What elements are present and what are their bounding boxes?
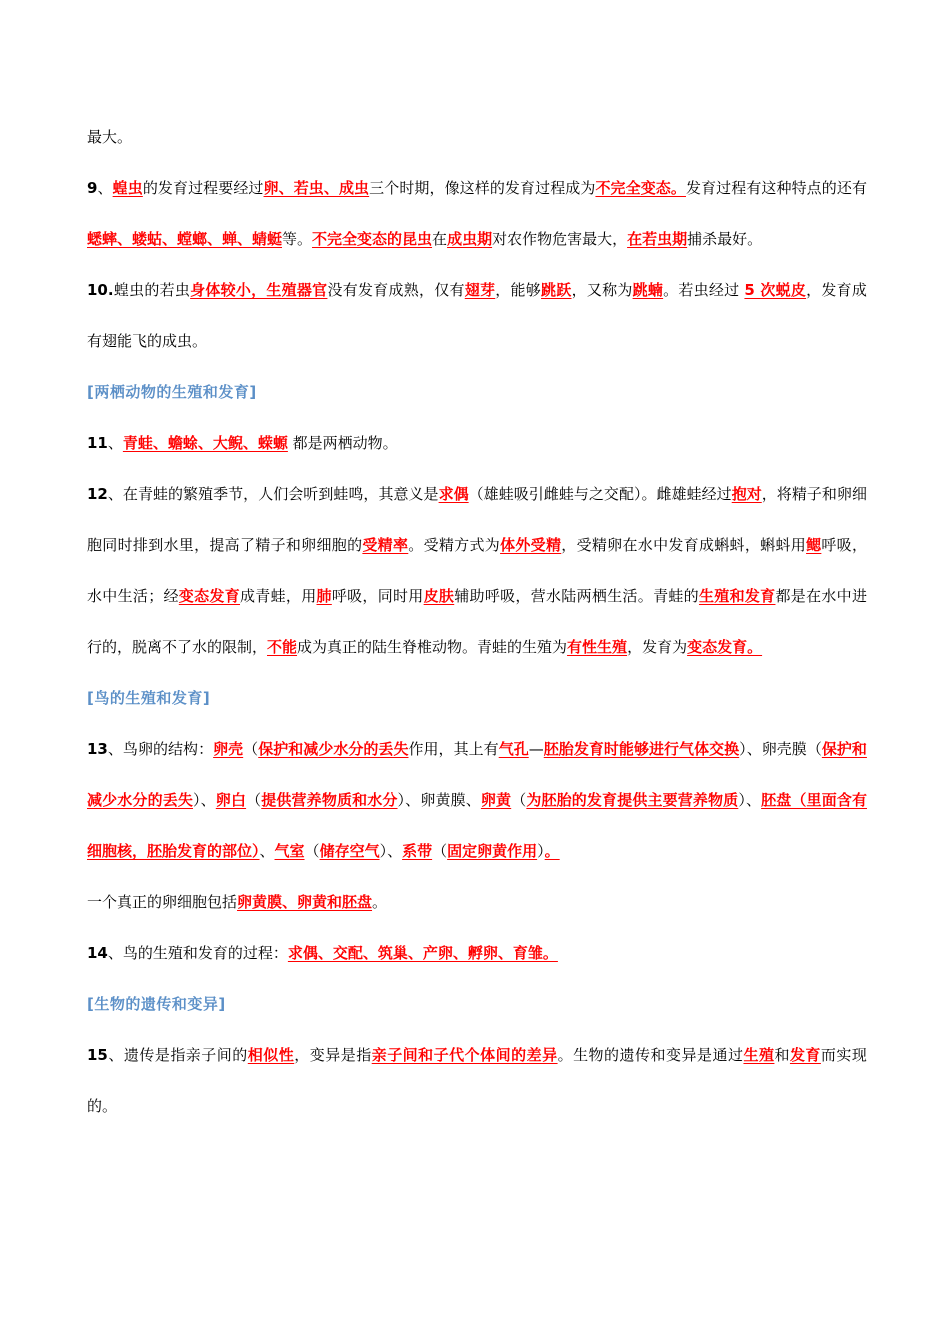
highlighted-text: 气孔 [498,740,529,758]
paragraph [87,112,867,163]
text-segment: 、 [259,842,275,860]
text-segment: ，能够 [495,281,542,299]
text-segment: 。 [372,893,388,911]
text-segment: 。受精方式为 [408,536,501,554]
highlighted-text: 卵黄膜、卵黄和胚盘 [237,893,373,911]
text-segment: 辅助呼吸，营水陆两栖生活。青蛙的 [454,587,699,605]
text-segment: ，受精卵在水中发育成蝌蚪，蝌蚪用 [561,536,807,554]
text-segment: （ [246,791,262,809]
text-segment: 、 [107,434,123,452]
text-segment: 捕杀最好。 [687,230,763,248]
highlighted-text: 保护和减少水分的丢失 [258,740,409,758]
text-segment: 没有发育成熟，仅有 [327,281,465,299]
highlighted-text: 受精率 [362,536,409,554]
highlighted-text: 成虫期 [447,230,493,248]
highlighted-text: 求偶 [438,485,469,503]
text-segment: 、在青蛙的繁殖季节，人们会听到蛙鸣，其意义是 [107,485,439,503]
text-segment: 最大。 [87,128,133,146]
text-segment: ）、卵壳膜（ [739,740,822,758]
highlighted-text: 提供营养物质和水分 [261,791,398,809]
highlighted-text: 生殖和发育 [698,587,776,605]
highlighted-text: 体外受精 [500,536,562,554]
text-segment: ，发育成有翅能飞的成虫。 [87,281,867,350]
item-number: 10. [87,281,114,299]
paragraph [87,724,867,877]
highlighted-text: 不完全变态。 [595,179,686,197]
text-segment: [鸟的生殖和发育] [87,689,211,707]
text-segment: 成青蛙，用 [240,587,317,605]
text-segment: — [528,740,544,758]
text-segment: 一个真正的卵细胞包括 [87,893,238,911]
highlighted-text: 跳跃 [541,281,572,299]
section-heading [87,367,867,418]
highlighted-text: 发育 [789,1046,821,1064]
text-segment: 蝗虫的若虫 [113,281,191,299]
document-body [87,112,867,1132]
highlighted-text: 卵、若虫、成虫 [263,179,370,197]
text-segment: （ [511,791,527,809]
text-segment: 。若虫经过 [663,281,745,299]
highlighted-text: 相似性 [247,1046,295,1064]
paragraph [87,928,867,979]
highlighted-text: 。 [544,842,560,860]
highlighted-text: 跳蝻 [632,281,664,299]
highlighted-text: 胚盘（里面含有细胞核，胚胎发育的部位） [87,791,867,860]
text-segment: ）、卵黄膜、 [397,791,481,809]
text-segment: 在 [432,230,448,248]
paragraph [87,469,867,673]
highlighted-text: 不能 [267,638,298,656]
text-segment: ，又称为 [571,281,633,299]
text-segment: （ [304,842,320,860]
highlighted-text: 蟋蟀、蝼蛄、螳螂、蝉、蜻蜓 [87,230,283,248]
text-segment: 等。 [282,230,313,248]
item-number: 11 [87,434,108,452]
highlighted-text: 卵白 [215,791,247,809]
text-segment: 。生物的遗传和变异是通过 [557,1046,744,1064]
text-segment: 成为真正的陆生脊椎动物。青蛙的生殖为 [297,638,568,656]
highlighted-text: 变态发育 [178,587,240,605]
text-segment: ，发育为 [627,638,688,656]
highlighted-text: 在若虫期 [627,230,688,248]
item-number: 13 [87,740,108,758]
text-segment: 作用，其上有 [408,740,499,758]
text-segment: ，变异是指 [294,1046,372,1064]
item-number: 12 [87,485,108,503]
text-segment: ） [537,842,545,860]
text-segment: 、鸟卵的结构： [107,740,214,758]
text-segment: 三个时期，像这样的发育过程成为 [369,179,596,197]
text-segment: 呼吸，同时用 [331,587,424,605]
highlighted-text: 气室 [274,842,305,860]
text-segment: [生物的遗传和变异] [87,995,226,1013]
highlighted-text: 卵黄 [480,791,512,809]
highlighted-text: 不完全变态的昆虫 [312,230,433,248]
highlighted-text: 固定卵黄作用 [447,842,538,860]
highlighted-text: 生殖 [743,1046,775,1064]
text-segment: （ [432,842,448,860]
paragraph [87,877,867,928]
paragraph [87,265,867,367]
text-segment: 、遗传是指亲子间的 [107,1046,248,1064]
highlighted-text: 卵壳 [213,740,244,758]
highlighted-text: 皮肤 [423,587,455,605]
highlighted-text: 求偶、交配、筑巢、产卵、孵卵、育雏。 [287,944,558,962]
paragraph [87,418,867,469]
highlighted-text: 身体较小，生殖器官 [190,281,328,299]
text-segment: 都是两栖动物。 [287,434,398,452]
text-segment: [两栖动物的生殖和发育] [87,383,257,401]
highlighted-text: 抱对 [731,485,762,503]
highlighted-text: 有性生殖 [567,638,628,656]
item-number: 14 [87,944,108,962]
highlighted-text: 储存空气 [319,842,380,860]
text-segment: 呼吸，水中生活；经 [87,536,867,605]
highlighted-text: 蝗虫 [112,179,143,197]
highlighted-text: 保护和减少水分的丢失 [87,740,867,809]
text-segment: ）、 [193,791,216,809]
text-segment: （雄蛙吸引雌蛙与之交配）。雌雄蛙经过 [468,485,732,503]
highlighted-text: 为胚胎的发育提供主要营养物质 [526,791,739,809]
item-number: 9 [87,179,98,197]
text-segment: 都是在水中进行的，脱离不了水的限制， [87,587,867,656]
paragraph [87,163,867,265]
highlighted-text: 鳃 [806,536,822,554]
text-segment: ）、 [379,842,403,860]
text-segment: 而实现的。 [87,1046,867,1115]
text-segment: 的发育过程要经过 [142,179,264,197]
highlighted-text: 肺 [316,587,332,605]
text-segment: （ [243,740,259,758]
highlighted-text: 5 次蜕皮 [744,281,807,299]
highlighted-text: 变态发育。 [687,638,763,656]
text-segment: 和 [774,1046,790,1064]
highlighted-text: 胚胎发育时能够进行气体交换 [543,740,740,758]
item-number: 15 [87,1046,108,1064]
text-segment: 发育过程有这种特点的还有 [685,179,867,197]
section-heading [87,673,867,724]
highlighted-text: 亲子间和子代个体间的差异 [371,1046,558,1064]
text-segment: ，将精子和卵细胞同时排到水里，提高了精子和卵细胞的 [87,485,867,554]
section-heading [87,979,867,1030]
highlighted-text: 系带 [402,842,433,860]
highlighted-text: 翅芽 [464,281,496,299]
text-segment: 对农作物危害最大， [492,230,628,248]
highlighted-text: 青蛙、蟾蜍、大鲵、蝾螈 [122,434,288,452]
text-segment: 、鸟的生殖和发育的过程： [107,944,288,962]
text-segment: ）、 [738,791,762,809]
text-segment: 、 [97,179,113,197]
paragraph [87,1030,867,1132]
